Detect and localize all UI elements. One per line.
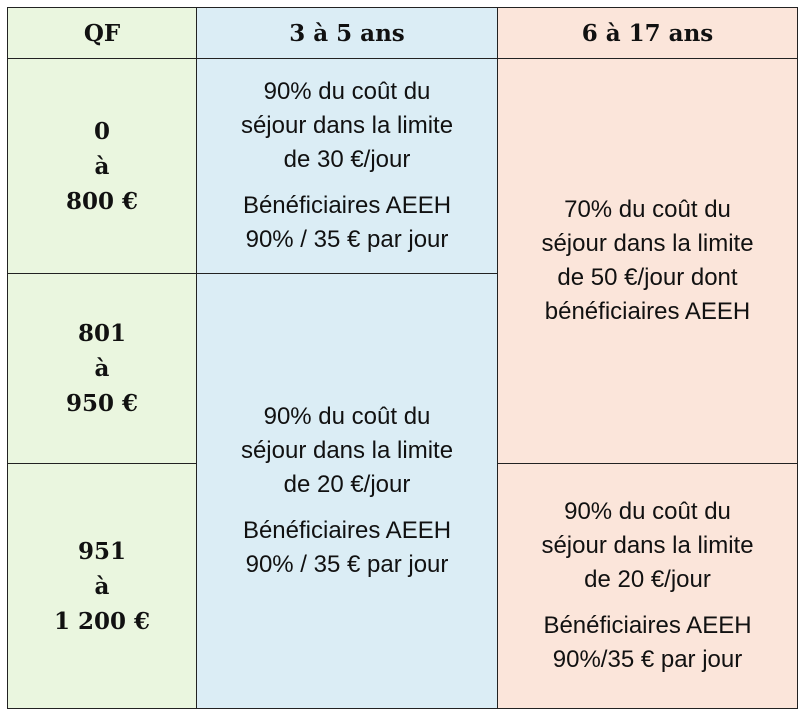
text-line: séjour dans la limite xyxy=(541,230,754,257)
qf-range-0-800 xyxy=(8,59,197,274)
text-line: 70% du coût du xyxy=(564,196,731,223)
coverage-text xyxy=(504,193,791,329)
text-line: Bénéficiaires AEEH xyxy=(242,192,452,219)
header-age-6-17: 6 à 17 ans xyxy=(498,8,798,59)
text-line: Bénéficiaires AEEH xyxy=(543,612,752,639)
cell-6-17-row3 xyxy=(498,464,798,709)
text-line: de 20 €/jour xyxy=(283,471,411,498)
qf-line: 951 xyxy=(77,537,126,565)
text-line: 90% / 35 € par jour xyxy=(245,551,449,578)
text-line: séjour dans la limite xyxy=(541,532,754,559)
qf-line: 950 € xyxy=(65,390,139,417)
text-line: séjour dans la limite xyxy=(240,112,454,139)
cell-3-5-rows23 xyxy=(197,274,498,709)
text-line: 90% / 35 € par jour xyxy=(245,226,449,253)
text-line: Bénéficiaires AEEH xyxy=(242,517,452,544)
cell-6-17-rows12 xyxy=(498,59,798,464)
header-row xyxy=(8,8,798,59)
text-line: 90% du coût du xyxy=(564,498,731,525)
text-line: 90% du coût du xyxy=(263,78,431,105)
coverage-text xyxy=(203,400,491,502)
cell-3-5-row1 xyxy=(197,59,498,274)
text-line: séjour dans la limite xyxy=(240,437,454,464)
qf-line: 1 200 € xyxy=(53,607,151,635)
aid-table-container xyxy=(7,7,798,709)
text-line: de 30 €/jour xyxy=(283,146,411,173)
header-qf: QF xyxy=(8,8,197,59)
text-line: 90%/35 € par jour xyxy=(552,646,743,673)
text-line: de 20 €/jour xyxy=(584,566,711,593)
aid-table xyxy=(7,7,798,709)
table-row xyxy=(8,59,798,274)
qf-line: 800 € xyxy=(65,187,139,215)
text-line: de 50 €/jour dont xyxy=(557,264,738,291)
qf-line: 0 xyxy=(93,117,110,145)
coverage-text xyxy=(504,495,791,597)
header-age-3-5: 3 à 5 ans xyxy=(197,8,498,59)
qf-range-951-1200 xyxy=(8,464,197,709)
text-line: 90% du coût du xyxy=(263,403,431,430)
qf-range-801-950 xyxy=(8,274,197,464)
aeeh-text xyxy=(203,189,491,257)
aeeh-text xyxy=(203,514,491,582)
qf-line: à xyxy=(94,355,110,382)
text-line: bénéficiaires AEEH xyxy=(544,298,751,325)
coverage-text xyxy=(203,75,491,177)
qf-line: 801 xyxy=(77,320,126,347)
aeeh-text xyxy=(504,609,791,677)
qf-line: à xyxy=(94,572,110,600)
qf-line: à xyxy=(94,152,110,180)
